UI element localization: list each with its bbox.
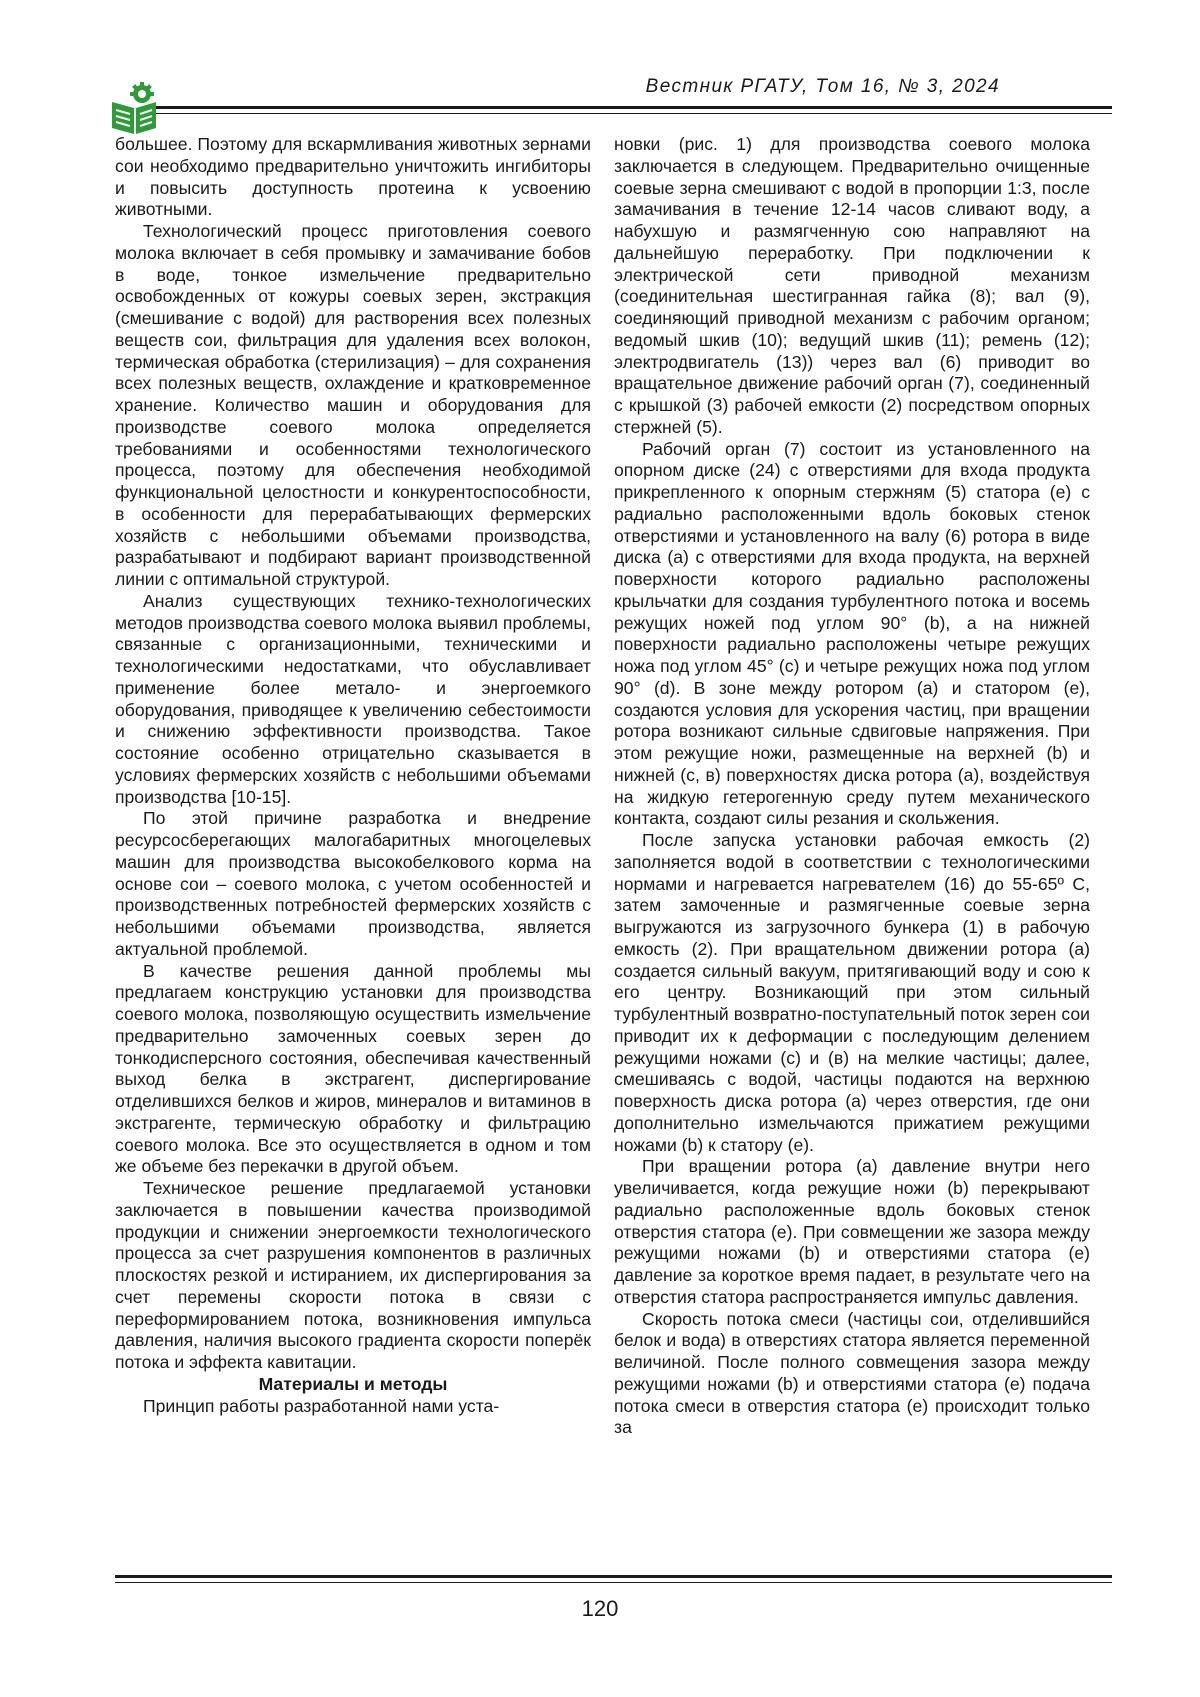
paragraph: Техническое решение предлагаемой установки заключается в повышении качества производимой продукции и снижении энергоемкости технологического процесса за счет разрушения компонентов в различных плоскостях резкой и истиранием, их диспергирования за счет перемены скорости потока в связи с переформированием потока, возникновения импульса давления, наличия высокого градиента скорости поперёк потока и эффекта кавитации. [115, 1178, 591, 1372]
paragraph: По этой причине разработка и внедрение ресурсосберегающих малогабаритных многоцелевых машин для производства высокобелкового корма на основе сои – соевого молока, с учетом особенностей и производственных потребностей фермерских хозяйств с небольшими объемами производства, является актуальной проблемой. [115, 808, 591, 959]
right-column [614, 134, 1090, 1439]
header-rule-thin [156, 113, 1112, 114]
footer-rule-thick [115, 1575, 1112, 1578]
paragraph: При вращении ротора (а) давление внутри него увеличивается, когда режущие ножи (b) перекрывают радиально расположенные вдоль боковых стенок отверстия статора (е). При совмещении же зазора между режущими ножами (b) и отверстиями статора (е) давление за короткое время падает, в результате чего на отверстия статора распространяется импульс давления. [614, 1156, 1090, 1307]
page-number: 120 [581, 1596, 619, 1621]
header-rule-thick [156, 106, 1112, 109]
paragraph: большее. Поэтому для вскармливания животных зернами сои необходимо предварительно уничтожить ингибиторы и повысить доступность протеина к усвоению животными. [115, 134, 591, 220]
footer-rule-thin [115, 1582, 1112, 1583]
paragraph: Анализ существующих технико-технологических методов производства соевого молока выявил проблемы, связанные с организационными, техническими и технологическими недостатками, что обуславливает применение более метало- и энергоемкого оборудования, приводящее к увеличению себестоимости и снижению эффективности производства. Такое состояние особенно отрицательно сказывается в условиях фермерских хозяйств с небольшими объемами производства [10-15]. [115, 590, 591, 807]
journal-header-title: Вестник РГАТУ, Том 16, № 3, 2024 [645, 76, 1000, 97]
paragraph: Технологический процесс приготовления соевого молока включает в себя промывку и замачивание бобов в воде, тонкое измельчение предварительно освобожденных от кожуры соевых зерен, экстракция (смешивание с водой) для растворения всех полезных веществ сои, фильтрация для удаления всех волокон, термическая обработка (стерилизация) – для сохранения всех полезных веществ, охлаждение и кратковременное хранение. Количество машин и оборудования для производстве соевого молока определяется требованиями и особенностями технологического процесса, поэтому для обеспечения необходимой функциональной целостности и конкурентоспособности, в особенности для перерабатывающих фермерских хозяйств с небольшими объемами производства, разрабатывают и подбирают вариант производственной линии с оптимальной структурой. [115, 221, 591, 589]
paragraph: Скорость потока смеси (частицы сои, отделившийся белок и вода) в отверстиях статора является переменной величиной. После полного совмещения зазора между режущими ножами (b) и отверстиями статора (е) подача потока смеси в отверстия статора (е) происходит только за [614, 1308, 1090, 1438]
paragraph: Принцип работы разработанной нами уста- [143, 1395, 500, 1416]
journal-logo-icon [110, 80, 160, 136]
paragraph: В качестве решения данной проблемы мы предлагаем конструкцию установки для производства соевого молока, позволяющую осуществить измельчение предварительно замоченных соевых зерен до тонкодисперсного состояния, обеспечивая качественный выход белка в экстрагент, диспергирование отделившихся белков и жиров, минералов и витаминов в экстрагенте, термическую обработку и фильтрацию соевого молока. Все это осуществляется в одном и том же объеме без перекачки в другой объем. [115, 960, 591, 1177]
left-column [115, 134, 591, 1417]
paragraph: Рабочий орган (7) состоит из установленного на опорном диске (24) с отверстиями для входа продукта прикрепленного к опорным стержням (5) статора (е) с радиально расположенными вдоль боковых стенок отверстиями и установленного на валу (6) ротора в виде диска (а) с отверстиями для входа продукта, на верхней поверхности которого радиально расположены крыльчатки для создания турбулентного потока и восемь режущих ножей под углом 90° (b), а на нижней поверхности радиально расположены четыре режущих ножа под углом 45° (c) и четыре режущих ножа под углом 90° (d). В зоне между ротором (а) и статором (е), создаются условия для ускорения частиц, при вращении ротора возникают сильные сдвиговые напряжения. При этом режущие ножи, размещенные на верхней (b) и нижней (c, в) поверхностях диска ротора (а), воздействуя на жидкую гетерогенную среду путем механического контакта, создают силы резания и скольжения. [614, 438, 1090, 829]
paragraph: После запуска установки рабочая емкость (2) заполняется водой в соответствии с технологическими нормами и нагревается нагревателем (16) до 55-65º С, затем замоченные и размягченные соевые зерна выгружаются из загрузочного бункера (1) в рабочую емкость (2). При вращательном движении ротора (а) создается сильный вакуум, притягивающий воду и сою к его центру. Возникающий при этом сильный турбулентный возвратно-поступательный поток зерен сои приводит их к деформации с последующим делением режущими ножами (с) и (в) на мелкие частицы; далее, смешиваясь с водой, частицы подаются на верхнюю поверхность диска ротора (а) через отверстия, где они дополнительно измельчаются прижатием режущими ножами (b) к статору (е). [614, 830, 1090, 1155]
paragraph: новки (рис. 1) для производства соевого молока заключается в следующем. Предварительно очищенные соевые зерна смешивают с водой в пропорции 1:3, после замачивания в течение 12-14 часов сливают воду, а набухшую и размягченную сою направляют на дальнейшую переработку. При подключении к электрической сети приводной механизм (соединительная шестигранная гайка (8); вал (9), соединяющий приводной механизм с рабочим органом; ведомый шкив (10); ведущий шкив (11); ремень (12); электродвигатель (13)) через вал (6) приводит во вращательное движение рабочий орган (7), соединенный с крышкой (3) рабочей емкости (2) посредством опорных стержней (5). [614, 134, 1090, 437]
section-heading: Материалы и методы [258, 1373, 448, 1394]
